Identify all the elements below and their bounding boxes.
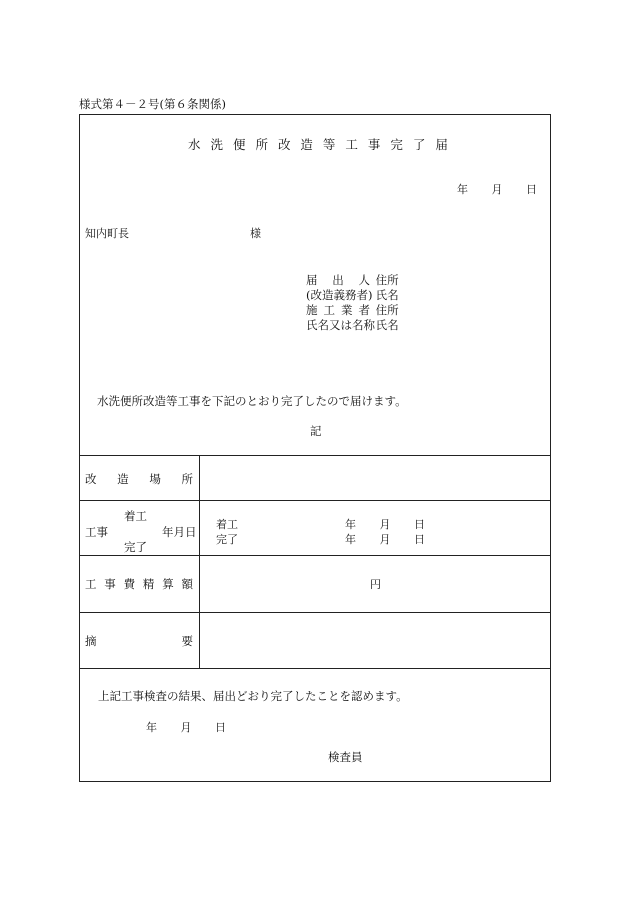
divider xyxy=(80,455,550,456)
end-date-line[interactable] xyxy=(216,531,238,547)
cost-label: 工 事 費 精 算 額 xyxy=(85,577,193,591)
declaration-statement: 水洗便所改造等工事を下記のとおり完了したので届けます。 xyxy=(97,394,407,408)
name-field-label: 氏名 xyxy=(375,318,399,332)
title-char: 水 xyxy=(188,137,201,152)
contractor-name-line[interactable] xyxy=(306,317,399,333)
divider xyxy=(80,555,550,556)
column-divider xyxy=(199,455,200,668)
title-char: 改 xyxy=(277,137,291,152)
title-char: 洗 xyxy=(210,137,223,152)
title-char: 事 xyxy=(367,137,381,152)
contractor-role: 施 工 業 者 xyxy=(306,303,370,317)
address-field-label: 住所 xyxy=(375,303,399,317)
title-char: 了 xyxy=(412,137,426,152)
ki-marker: 記 xyxy=(310,424,322,438)
location-field[interactable] xyxy=(201,457,549,499)
addressee-honorific: 様 xyxy=(250,227,261,240)
cost-unit: 円 xyxy=(370,578,381,591)
inspector-label: 検査員 xyxy=(328,750,363,764)
period-ymd-label: 年月日 xyxy=(162,525,197,539)
period-end-small: 完了 xyxy=(124,540,147,554)
submission-date[interactable] xyxy=(457,181,537,197)
contractor-address-line[interactable] xyxy=(306,302,399,318)
summary-label: 摘 要 xyxy=(85,634,193,648)
applicant-role: 届 出 人 xyxy=(306,273,370,287)
period-work-label: 工事 xyxy=(85,525,108,539)
start-date-line[interactable] xyxy=(216,516,238,532)
start-label: 着工 xyxy=(216,518,238,531)
applicant-role-sub: (改造義務者) xyxy=(306,288,373,302)
title-char: 便 xyxy=(232,137,246,152)
inspection-date[interactable]: 年 月 日 xyxy=(146,721,226,734)
month-label: 月 xyxy=(491,183,503,196)
applicant-name-line[interactable] xyxy=(306,287,399,303)
title-char: 所 xyxy=(255,137,268,152)
addressee-name: 知内町長 xyxy=(85,227,129,240)
form-title xyxy=(188,135,448,153)
start-date-field[interactable]: 年 月 日 xyxy=(345,518,425,531)
title-char: 工 xyxy=(345,137,358,152)
divider xyxy=(80,668,550,669)
divider xyxy=(80,612,550,613)
summary-field[interactable] xyxy=(201,614,549,666)
title-char: 届 xyxy=(435,137,448,152)
day-label: 日 xyxy=(526,183,537,196)
year-label: 年 xyxy=(457,183,468,196)
divider xyxy=(80,500,550,501)
end-label: 完了 xyxy=(216,533,238,546)
form-number: 様式第４－２号(第６条関係) xyxy=(79,97,226,111)
location-label: 改 造 場 所 xyxy=(85,472,193,486)
title-char: 完 xyxy=(390,137,403,152)
end-date-field[interactable]: 年 月 日 xyxy=(345,533,425,546)
title-char: 等 xyxy=(322,137,336,152)
title-char: 造 xyxy=(300,137,313,152)
name-field-label: 氏名 xyxy=(375,288,399,302)
applicant-address-line[interactable] xyxy=(306,272,399,288)
inspection-confirmation: 上記工事検査の結果、届出どおり完了したことを認めます。 xyxy=(98,689,408,703)
notification-form xyxy=(79,114,551,782)
address-field-label: 住所 xyxy=(375,273,399,287)
contractor-role-sub: 氏名又は名称 xyxy=(306,318,375,332)
period-start-small: 着工 xyxy=(124,509,147,523)
